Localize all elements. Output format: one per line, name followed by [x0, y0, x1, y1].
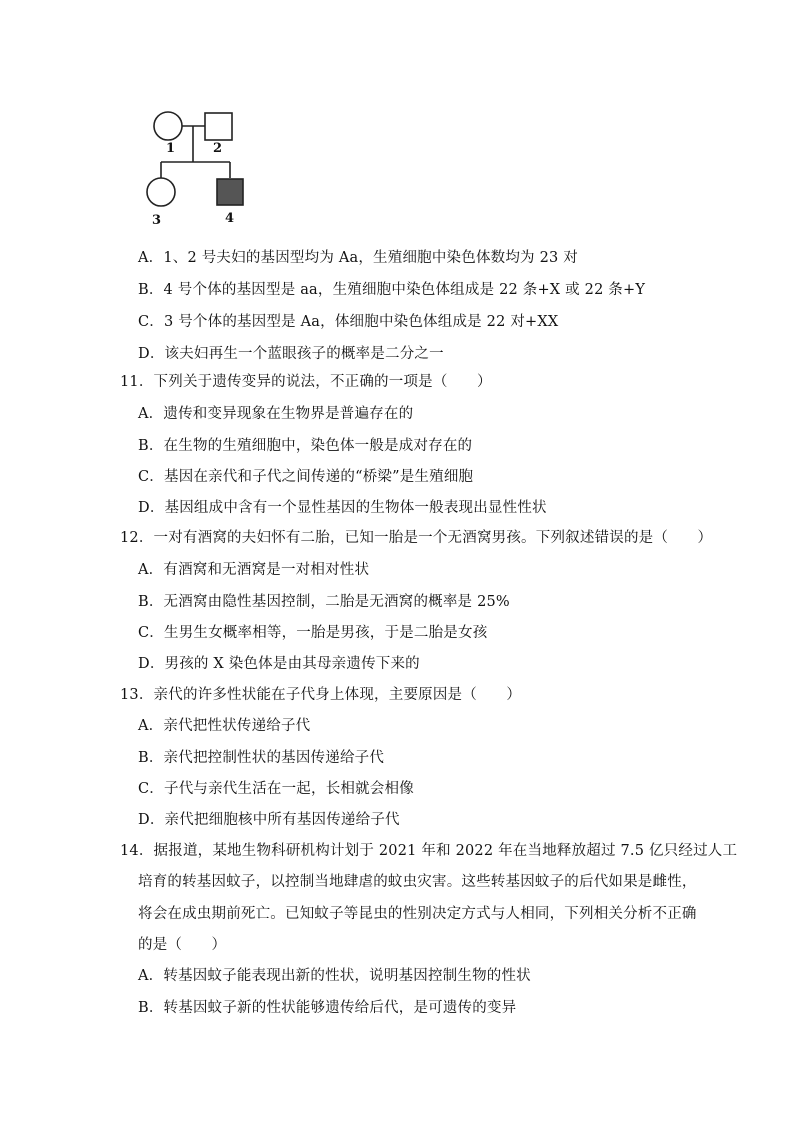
- q12-stem: 12．一对有酒窝的夫妇怀有二胎，已知一胎是一个无酒窝男孩。下列叙述错误的是（ ）: [120, 530, 713, 546]
- q10-option-b: B．4 号个体的基因型是 aa，生殖细胞中染色体组成是 22 条+X 或 22 条+Y: [138, 282, 646, 298]
- label-2: 2: [213, 141, 223, 156]
- member-4-male-affected: [217, 179, 243, 205]
- q10-option-d: D．该夫妇再生一个蓝眼孩子的概率是二分之一: [138, 346, 444, 362]
- q11-option-a: A．遗传和变异现象在生物界是普遍存在的: [138, 406, 414, 422]
- q13-option-a: A．亲代把性状传递给子代: [138, 718, 311, 734]
- member-1-female: [154, 112, 182, 140]
- label-4: 4: [225, 211, 235, 226]
- member-3-female: [147, 178, 175, 206]
- q14-stem-line-4: 的是（ ）: [138, 937, 227, 953]
- label-1: 1: [166, 141, 176, 156]
- q10-option-c: C．3 号个体的基因型是 Aa，体细胞中染色体组成是 22 对+XX: [138, 314, 559, 330]
- q12-option-d: D．男孩的 X 染色体是由其母亲遗传下来的: [138, 656, 420, 672]
- q13-option-c: C．子代与亲代生活在一起，长相就会相像: [138, 781, 414, 797]
- pedigree-diagram: [140, 100, 280, 230]
- q14-option-b: B．转基因蚊子新的性状能够遗传给后代，是可遗传的变异: [138, 1000, 517, 1016]
- q14-stem-line-1: 14．据报道，某地生物科研机构计划于 2021 年和 2022 年在当地释放超过 7.5 亿只经过人工: [120, 843, 738, 859]
- q11-option-d: D．基因组成中含有一个显性基因的生物体一般表现出显性性状: [138, 500, 547, 516]
- member-2-male: [205, 113, 232, 140]
- q13-option-b: B．亲代把控制性状的基因传递给子代: [138, 750, 385, 766]
- q13-option-d: D．亲代把细胞核中所有基因传递给子代: [138, 812, 400, 828]
- q14-stem-line-2: 培育的转基因蚊子，以控制当地肆虐的蚊虫灾害。这些转基因蚊子的后代如果是雌性，: [138, 874, 697, 890]
- q13-stem: 13．亲代的许多性状能在子代身上体现，主要原因是（ ）: [120, 687, 522, 703]
- label-3: 3: [152, 213, 162, 228]
- q11-stem: 11．下列关于遗传变异的说法，不正确的一项是（ ）: [120, 374, 492, 390]
- q14-stem-line-3: 将会在成虫期前死亡。已知蚊子等昆虫的性别决定方式与人相同，下列相关分析不正确: [138, 906, 697, 922]
- q10-option-a: A．1、2 号夫妇的基因型均为 Aa，生殖细胞中染色体数均为 23 对: [138, 250, 578, 266]
- q12-option-a: A．有酒窝和无酒窝是一对相对性状: [138, 562, 370, 578]
- q11-option-b: B．在生物的生殖细胞中，染色体一般是成对存在的: [138, 438, 473, 454]
- q12-option-b: B．无酒窝由隐性基因控制，二胎是无酒窝的概率是 25%: [138, 594, 510, 610]
- q14-option-a: A．转基因蚊子能表现出新的性状，说明基因控制生物的性状: [138, 968, 531, 984]
- q12-option-c: C．生男生女概率相等，一胎是男孩，于是二胎是女孩: [138, 625, 488, 641]
- q11-option-c: C．基因在亲代和子代之间传递的“桥梁”是生殖细胞: [138, 469, 474, 485]
